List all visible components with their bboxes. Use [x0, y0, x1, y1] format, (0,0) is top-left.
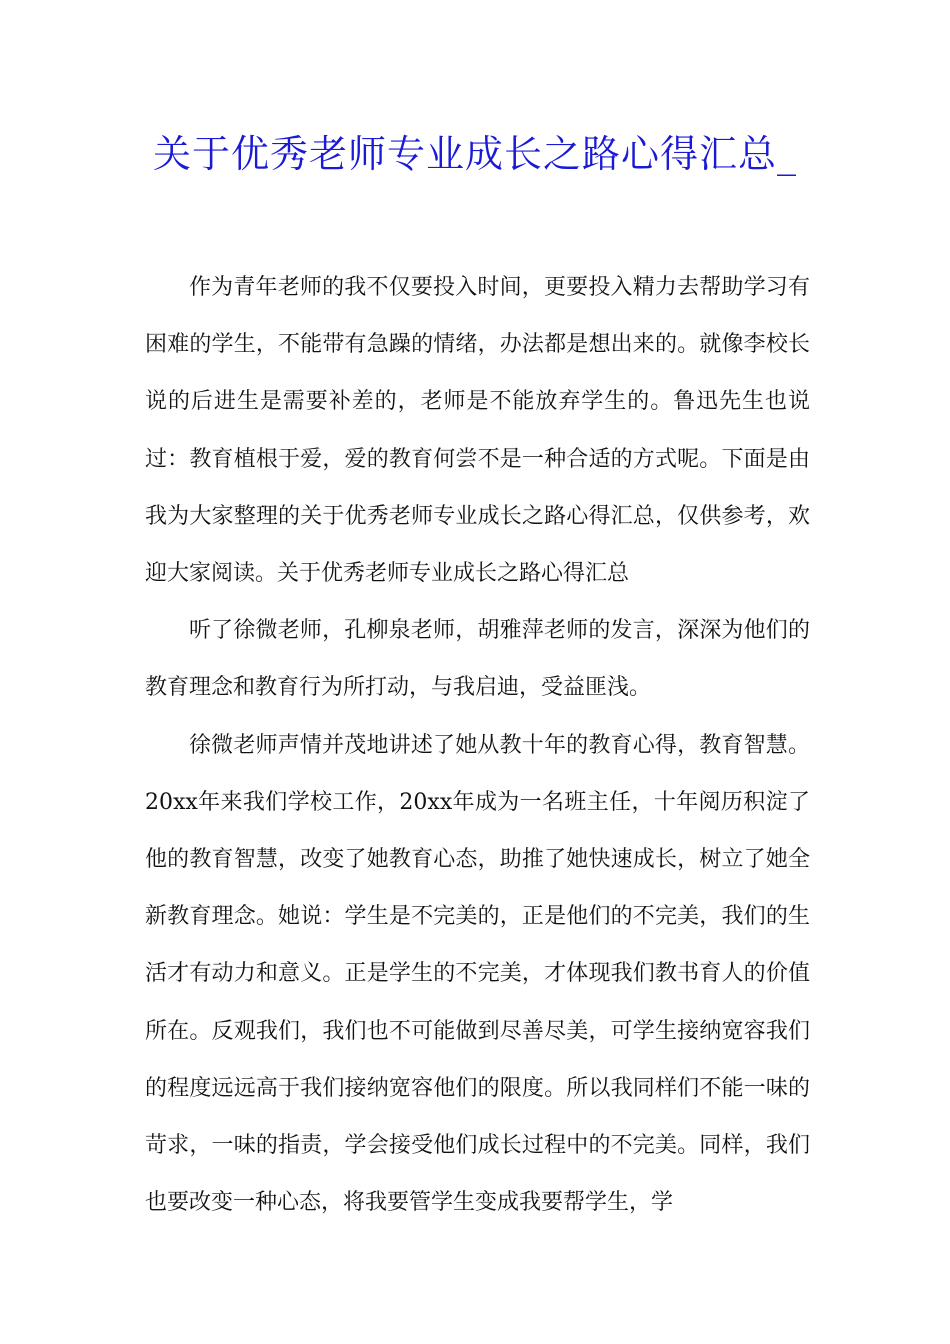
paragraph-intro: 作为青年老师的我不仅要投入时间，更要投入精力去帮助学习有困难的学生，不能带有急躁的情绪，办法都是想出来的。就像李校长说的后进生是需要补差的，老师是不能放弃学生的。鲁迅先生也说过：教育植根于爱，爱的教育何尝不是一种合适的方式呢。下面是由我为大家整理的关于优秀老师专业成长之路心得汇总，仅供参考，欢迎大家阅读。关于优秀老师专业成长之路心得汇总: [145, 275, 810, 587]
document-title: 关于优秀老师专业成长之路心得汇总_: [152, 132, 797, 176]
document-body: [145, 259, 810, 1231]
paragraph-xu-wei: 徐微老师声情并茂地讲述了她从教十年的教育心得，教育智慧。20xx年来我们学校工作，20xx年成为一名班主任，十年阅历积淀了他的教育智慧，改变了她教育心态，助推了她快速成长，树立了她全新教育理念。她说：学生是不完美的，正是他们的不完美，我们的生活才有动力和意义。正是学生的不完美，才体现我们教书育人的价值所在。反观我们，我们也不可能做到尽善尽美，可学生接纳宽容我们的程度远远高于我们接纳宽容他们的限度。所以我同样们不能一味的苛求，一味的指责，学会接受他们成长过程中的不完美。同样，我们也要改变一种心态，将我要管学生变成我要帮学生，学: [145, 732, 810, 1216]
paragraph-speech-impression: 听了徐微老师，孔柳泉老师，胡雅萍老师的发言，深深为他们的教育理念和教育行为所打动，与我启迪，受益匪浅。: [145, 618, 810, 701]
